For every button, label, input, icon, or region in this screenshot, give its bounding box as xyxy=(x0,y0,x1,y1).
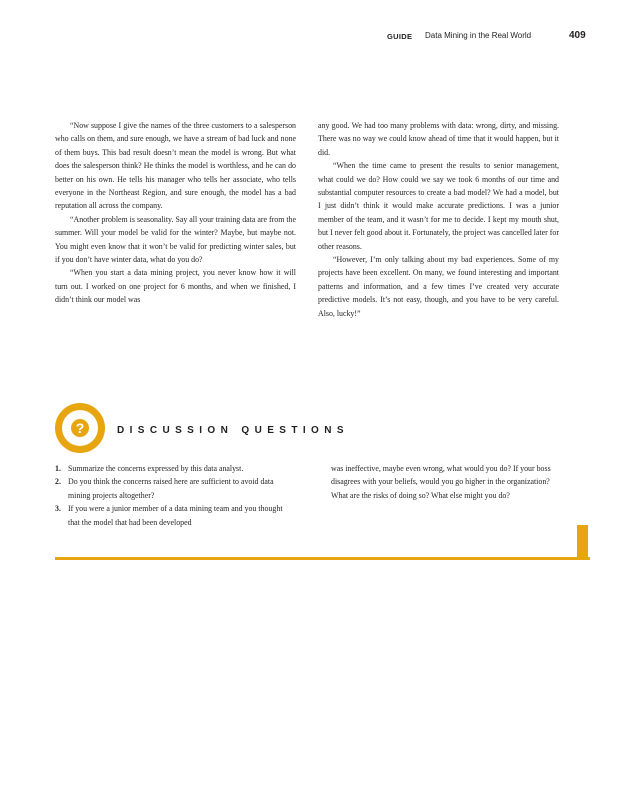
question-item xyxy=(55,462,296,475)
paragraph: “When the time came to present the results to senior management, what could we do? How could we say we took 6 months of our time and substantial computer resources to create a bad model? We had a model, but I just didn’t think it would make accurate predictions. I was a junior member of the team, and it wasn’t for me to decide. I kept my mouth shut, but I never felt good about it. Fortunately, the project was cancelled later for other reasons. xyxy=(318,161,559,251)
question-item xyxy=(55,475,296,502)
questions-column-right xyxy=(331,462,561,502)
paragraph: “Now suppose I give the names of the three customers to a salesperson who calls on them, and sure enough, we have a stream of bad luck and none of them buys. This bad result doesn’t mean the model is wrong. But what does the salesperson think? He thinks the model is worthless, and he can do better on his own. He tells his manager who tells her associate, who tells everyone in the Northeast Region, and sure enough, the model has a bad reputation all across the company. xyxy=(55,121,296,211)
accent-rule-bottom xyxy=(55,557,590,560)
badge-ring xyxy=(62,410,98,446)
question-item xyxy=(55,502,296,529)
running-title: Data Mining in the Real World xyxy=(425,31,532,40)
question-text: Summarize the concerns expressed by this data analyst. xyxy=(68,464,244,473)
guide-label: GUIDE xyxy=(387,32,413,41)
question-mark-icon: ? xyxy=(71,419,89,437)
question-text: Do you think the concerns raised here are sufficient to avoid data mining projects altogether? xyxy=(68,477,274,500)
question-number: 2. xyxy=(55,477,61,487)
paragraph: “Another problem is seasonality. Say all your training data are from the summer. Will your model be valid for the winter? Maybe, but maybe not. You might even know that it won’t be valid for predicting winter sales, but if you don’t have winter data, what do you do? xyxy=(55,214,296,265)
discussion-questions-title: DISCUSSION QUESTIONS xyxy=(117,425,349,436)
paragraph: any good. We had too many problems with data: wrong, dirty, and missing. There was no way we could know ahead of time that it would happen, but it did. xyxy=(318,121,559,157)
accent-rule-right xyxy=(577,525,588,560)
question-mark-badge xyxy=(55,403,105,453)
page-number: 409 xyxy=(569,30,586,41)
questions-column-left xyxy=(55,462,296,529)
paragraph: “However, I’m only talking about my bad experiences. Some of my projects have been excellent. On many, we found interesting and important patterns and information, and a few times I’ve created very accurate predictive models. It’s not easy, though, and you have to be very careful. Also, lucky!” xyxy=(318,255,559,318)
question-text: If you were a junior member of a data mining team and you thought that the model that had been developed xyxy=(68,504,283,527)
question-continuation: was ineffective, maybe even wrong, what would you do? If your boss disagrees with your beliefs, would you go higher in the organization? What are the risks of doing so? What else might you do? xyxy=(331,464,551,500)
body-column-left xyxy=(55,119,296,307)
question-number: 1. xyxy=(55,464,61,473)
body-column-right xyxy=(318,119,559,320)
running-header xyxy=(0,30,625,44)
question-number: 3. xyxy=(55,504,61,514)
paragraph: “When you start a data mining project, you never know how it will turn out. I worked on one project for 6 months, and when we finished, I didn’t think our model was xyxy=(55,268,296,305)
